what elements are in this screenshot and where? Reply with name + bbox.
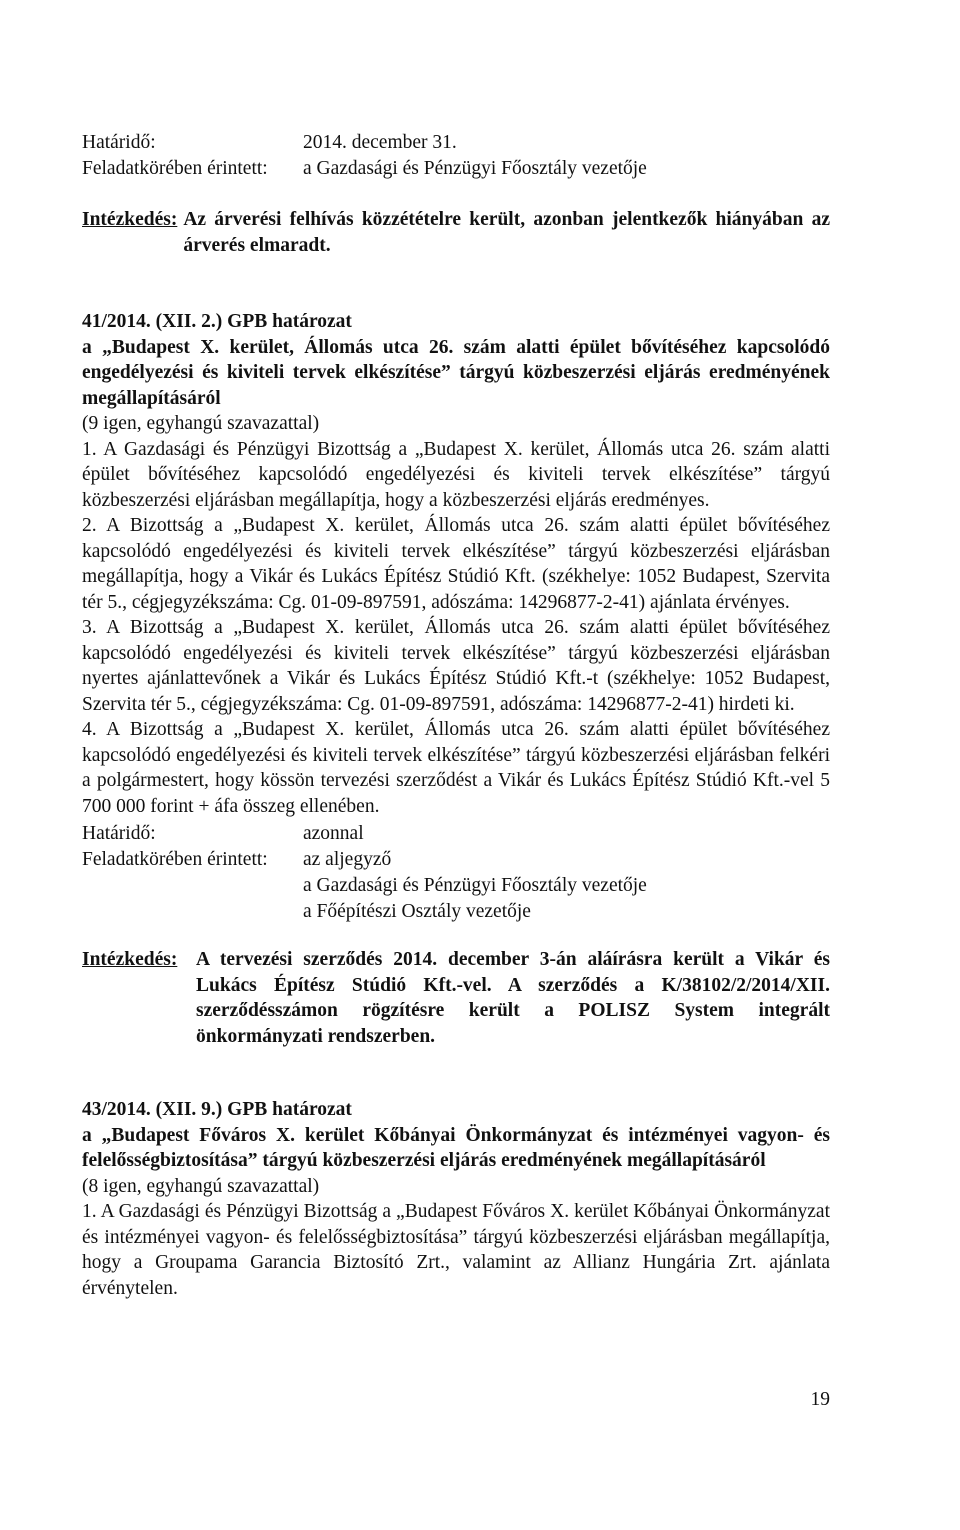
measure-block-2 [82,947,830,1049]
concerned-row-41b [82,873,830,899]
resolution-point-2: 2. A Bizottság a „Budapest X. kerület, Állomás utca 26. szám alatti épület bővítéséhez kapcsolódó engedélyezési és kiviteli tervek elkészítése” tárgyú közbeszerzési eljárásban megállapítja, hogy a Vikár és Lukács Építész Stúdió Kft. (székhelye: 1052 Budapest, Szervita tér 5., cégjegyzékszáma: Cg. 01-09-897591, adószáma: 14296877-2-41) ajánlata érvényes. [82,515,830,613]
resolution-41 [82,309,830,819]
deadline-label: Határidő: [82,132,156,153]
deadline-value: 2014. december 31. [303,132,457,153]
concerned-value: a Gazdasági és Pénzügyi Főosztály vezetője [303,158,647,179]
resolution-vote: (8 igen, egyhangú szavazattal) [82,1175,320,1197]
concerned-label: Feladatkörében érintett: [82,849,268,870]
concerned-row [82,156,830,182]
concerned-value-1: az aljegyző [303,849,392,870]
resolution-43 [82,1097,830,1301]
deadline-value: azonnal [303,823,364,844]
resolution-vote: (9 igen, egyhangú szavazattal) [82,413,320,434]
deadline-label: Határidő: [82,823,156,844]
measure-label: Intézkedés: [82,209,178,230]
deadline-row-41 [82,821,830,847]
resolution-point-3: 3. A Bizottság a „Budapest X. kerület, Állomás utca 26. szám alatti épület bővítéséhez kapcsolódó engedélyezési és kiviteli tervek elkészítése” tárgyú közbeszerzési eljárásban nyertes ajánlattevőnek a Vikár és Lukács Építész Stúdió Kft.-t (székhelye: 1052 Budapest, Szervita tér 5., cégjegyzékszáma: Cg. 01-09-897591, adószáma: 14296877-2-41) hirdeti ki. [82,617,830,715]
measure-label: Intézkedés: [82,949,178,970]
measure-text: Az árverési felhívás közzétételre került, azonban jelentkezők hiányában az árverés elmaradt. [183,209,830,256]
deadline-row [82,130,830,156]
resolution-point-4: 4. A Bizottság a „Budapest X. kerület, Állomás utca 26. szám alatti épület bővítéséhez kapcsolódó engedélyezési és kiviteli tervek elkészítése” tárgyú közbeszerzési eljárásban felkéri a polgármestert, hogy kössön tervezési szerződést a Vikár és Lukács Építész Stúdió Kft.-vel 5 700 000 forint + áfa összeg ellenében. [82,719,830,817]
measure-text: A tervezési szerződés 2014. december 3-án aláírásra került a Vikár és Lukács Építész Stúdió Kft.-vel. A szerződés a K/38102/2/2014/XII. szerződésszámon rögzítésre került a POLISZ System integrált önkormányzati rendszerben. [196,949,830,1047]
resolution-number: 41/2014. (XII. 2.) GPB határozat [82,311,352,332]
resolution-point-1: 1. A Gazdasági és Pénzügyi Bizottság a „Budapest X. kerület, Állomás utca 26. szám alatti épület bővítéséhez kapcsolódó engedélyezési és kiviteli tervek elkészítése” tárgyú közbeszerzési eljárásban megállapítja, hogy a közbeszerzési eljárás eredményes. [82,438,830,511]
concerned-value-3: a Főépítészi Osztály vezetője [303,901,531,922]
concerned-row-41 [82,847,830,873]
measure-block [82,207,830,258]
concerned-label: Feladatkörében érintett: [82,158,268,179]
concerned-row-41c [82,899,830,925]
resolution-point-1: 1. A Gazdasági és Pénzügyi Bizottság a „Budapest Főváros X. kerület Kőbányai Önkormányzat és intézményei vagyon- és felelősségbiztosítása” tárgyú közbeszerzési eljárásban megállapítja, hogy a Groupama Garancia Biztosító Zrt., valamint az Allianz Hungária Zrt. ajánlata érvénytelen. [82,1201,830,1299]
resolution-title: a „Budapest Főváros X. kerület Kőbányai Önkormányzat és intézményei vagyon- és felelősségbiztosítása” tárgyú közbeszerzési eljárás eredményének megállapításáról [82,1124,830,1171]
page-number: 19 [810,1389,830,1410]
concerned-value-2: a Gazdasági és Pénzügyi Főosztály vezetője [303,875,647,896]
resolution-title: a „Budapest X. kerület, Állomás utca 26. szám alatti épület bővítéséhez kapcsolódó engedélyezési és kiviteli tervek elkészítése” tárgyú közbeszerzési eljárás eredményének megállapításáról [82,336,830,409]
resolution-number: 43/2014. (XII. 9.) GPB határozat [82,1099,352,1120]
